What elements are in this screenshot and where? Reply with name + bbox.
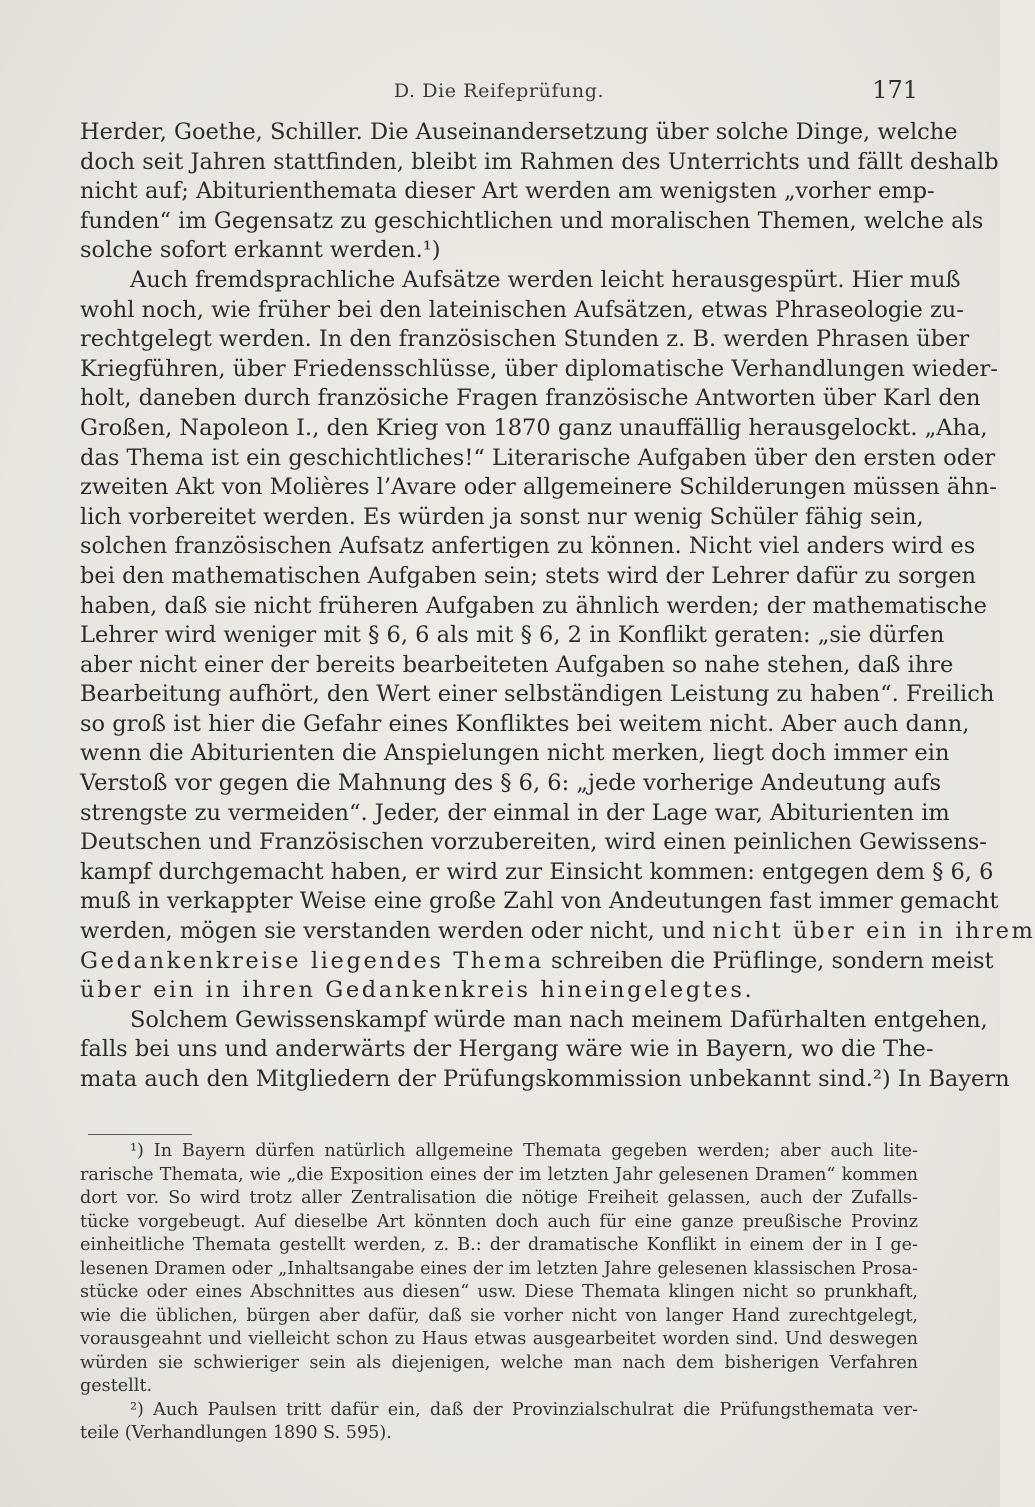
text-line: Bearbeitung aufhört, den Wert einer selbständigen Leistung zu haben“. Freilich	[80, 681, 995, 708]
text-line: haben, daß sie nicht früheren Aufgaben zu ähnlich werden; der mathematische	[80, 592, 987, 619]
footnote-line: einheitliche Themata gestellt werden, z. B.: der dramatische Konflikt in einem der in I ge-	[80, 1235, 918, 1255]
text-segment: schreiben die Prüflinge, sondern meist	[551, 947, 994, 974]
text-line: nicht auf; Abiturienthemata dieser Art werden am wenigsten „vorher emp-	[80, 178, 935, 205]
footnote-line: lesenen Dramen oder „Inhaltsangabe eines der im letzten Jahre gelesenen klassischen Prosa-	[80, 1258, 918, 1279]
text-line: solche sofort erkannt werden.¹)	[80, 237, 441, 264]
text-line: mata auch den Mitgliedern der Prüfungskommission unbekannt sind.²) In Bayern	[80, 1066, 1010, 1092]
footnote-line: wie die üblichen, bürgen aber dafür, daß sie vorher nicht von langer Hand zurechtgelegt,	[80, 1305, 918, 1326]
footnote-line: vorausgeahnt und vielleicht schon zu Haus etwas ausgearbeitet worden sind. Und deswegen	[80, 1329, 918, 1349]
text-line: doch seit Jahren stattfinden, bleibt im Rahmen des Unterrichts und fällt deshalb	[80, 148, 999, 175]
text-line: strengste zu vermeiden“. Jeder, der einmal in der Lage war, Abiturienten im	[80, 799, 950, 826]
text-line: Kriegführen, über Friedensschlüsse, über diplomatische Verhandlungen wieder-	[80, 355, 998, 382]
text-line: das Thema ist ein geschichtliches!“ Literarische Aufgaben über den ersten oder	[80, 444, 996, 471]
text-line: solchen französischen Aufsatz anfertigen zu können. Nicht viel anders wird es	[80, 533, 976, 560]
footnote-line: teile (Verhandlungen 1890 S. 595).	[80, 1423, 392, 1443]
text-line: zweiten Akt von Molières l’Avare oder allgemeinere Schilderungen müssen ähn-	[80, 474, 997, 501]
text-line: muß in verkappter Weise eine große Zahl von Andeutungen fast immer gemacht	[80, 888, 999, 915]
text-line-with-spaced-emphasis	[80, 947, 994, 977]
footnote-line: stücke oder eines Abschnittes aus diesen“ usw. Diese Themata klingen nicht so prunkhaft,	[80, 1282, 918, 1302]
text-line: Lehrer wird weniger mit § 6, 6 als mit § 6, 2 in Konflikt geraten: „sie dürfen	[80, 622, 945, 649]
page-number: 171	[872, 76, 918, 104]
footnote-line: tücke vorgebeugt. Auf dieselbe Art könnten doch auch für eine ganze preußische Provinz	[80, 1211, 918, 1232]
text-line: Deutschen und Französischen vorzubereiten, wird einen peinlichen Gewissens-	[80, 829, 987, 856]
footnote-divider	[88, 1134, 192, 1135]
text-line: so groß ist hier die Gefahr eines Konfliktes bei weitem nicht. Aber auch dann,	[80, 710, 970, 737]
text-line: aber nicht einer der bereits bearbeiteten Aufgaben so nahe stehen, daß ihre	[80, 651, 954, 678]
text-line: Herder, Goethe, Schiller. Die Auseinandersetzung über solche Dinge, welche	[80, 119, 958, 145]
text-line: lich vorbereitet werden. Es würden ja sonst nur wenig Schüler fähig sein,	[80, 503, 924, 530]
text-line: Verstoß vor gegen die Mahnung des § 6, 6: „jede vorherige Andeutung aufs	[80, 770, 942, 797]
text-line-with-spaced-emphasis	[80, 917, 1035, 947]
spaced-emphasis-line: über ein in ihren Gedankenkreis hineingelegtes.	[80, 977, 755, 1004]
page-header	[80, 76, 918, 108]
text-line: holt, daneben durch französiche Fragen französische Antworten über Karl den	[80, 385, 981, 412]
spaced-emphasis: Gedankenkreise liegendes Thema	[80, 947, 544, 974]
footnote-line: gestellt.	[80, 1376, 153, 1396]
paragraph-start-line: Solchem Gewissenskampf würde man nach meinem Dafürhalten entgehen,	[130, 1006, 988, 1033]
footnote-line: rarische Themata, wie „die Exposition eines der im letzten Jahr gelesenen Dramen“ kommen	[80, 1164, 918, 1185]
text-line: kampf durchgemacht haben, er wird zur Einsicht kommen: entgegen dem § 6, 6	[80, 858, 994, 885]
paragraph-start-line: Auch fremdsprachliche Aufsätze werden leicht herausgespürt. Hier muß	[130, 266, 961, 293]
text-line: bei den mathematischen Aufgaben sein; stets wird der Lehrer dafür zu sorgen	[80, 562, 977, 589]
running-head: D. Die Reifeprüfung.	[393, 80, 605, 102]
text-line: funden“ im Gegensatz zu geschichtlichen und moralischen Themen, welche als	[80, 207, 984, 234]
text-line: wohl noch, wie früher bei den lateinischen Aufsätzen, etwas Phraseologie zu-	[80, 296, 964, 323]
text-line: falls bei uns und anderwärts der Hergang wäre wie in Bayern, wo die The-	[80, 1036, 934, 1063]
main-text	[80, 118, 1035, 1095]
text-line: Großen, Napoleon I., den Krieg von 1870 ganz unauffällig herausgelockt. „Aha,	[80, 414, 988, 441]
footnote-line: dort vor. So wird trotz aller Zentralisation die nötige Freiheit gelassen, auch der Zufalls-	[80, 1188, 918, 1208]
footnote-line: ¹) In Bayern dürfen natürlich allgemeine Themata gegeben werden; aber auch lite-	[130, 1141, 918, 1161]
text-segment: werden, mögen sie verstanden werden oder nicht, und	[80, 918, 706, 945]
text-line: rechtgelegt werden. In den französischen Stunden z. B. werden Phrasen über	[80, 326, 970, 353]
footnotes	[80, 1140, 918, 1446]
footnote-line: ²) Auch Paulsen tritt dafür ein, daß der Provinzialschulrat die Prüfungsthemata ver-	[130, 1399, 918, 1420]
footnote-line: würden sie schwieriger sein als diejenigen, welche man nach dem bisherigen Verfahren	[80, 1352, 918, 1373]
spaced-emphasis: nicht über ein in ihrem	[712, 918, 1035, 945]
text-line: wenn die Abiturienten die Anspielungen nicht merken, liegt doch immer ein	[80, 740, 950, 767]
